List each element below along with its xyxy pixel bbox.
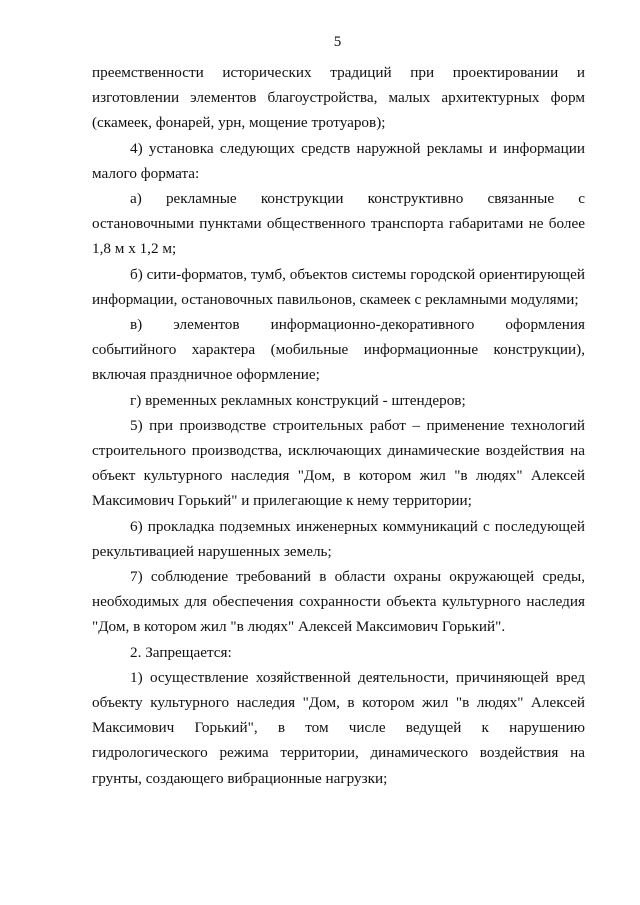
paragraph-item-7: 7) соблюдение требований в области охраны окружающей среды, необходимых для обеспечения сохранности объекта культурного наследия "Дом, в котором жил "в людях" Алексей Максимович Горький". [92,568,585,636]
paragraph-item-4g: г) временных рекламных конструкций - штендеров; [130,391,466,409]
paragraph-item-5: 5) при производстве строительных работ – применение технологий строительного производства, исключающих динамические воздействия на объект культурного наследия "Дом, в котором жил "в людях" Алексей Максимович Горький" и прилегающие к нему территории; [92,416,585,510]
paragraph-item-4a: а) рекламные конструкции конструктивно связанные с остановочными пунктами общественного транспорта габаритами не более 1,8 м х 1,2 м; [92,190,585,258]
paragraph-item-4v: в) элементов информационно-декоративного оформления событийного характера (мобильные информационные конструкции), включая праздничное оформление; [92,316,585,384]
page-number: 5 [333,34,342,50]
paragraph-continuation: преемственности исторических традиций при проектировании и изготовлении элементов благоустройства, малых архитектурных форм (скамеек, фонарей, урн, мощение тротуаров); [92,64,585,132]
section-heading-prohibited: 2. Запрещается: [130,643,232,661]
paragraph-item-6: 6) прокладка подземных инженерных коммуникаций с последующей рекультивацией нарушенных земель; [92,517,585,560]
paragraph-item-4b: б) сити-форматов, тумб, объектов системы городской ориентирующей информации, остановочных павильонов, скамеек с рекламными модулями; [92,265,585,308]
paragraph-prohibited-item-1: 1) осуществление хозяйственной деятельности, причиняющей вред объекту культурного наследия "Дом, в котором жил "в людях" Алексей Максимович Горький", в том числе ведущей к нарушению гидрологического режима территории, динамического воздействия на грунты, создающего вибрационные нагрузки; [92,668,585,787]
paragraph-item-4: 4) установка следующих средств наружной рекламы и информации малого формата: [92,139,585,182]
